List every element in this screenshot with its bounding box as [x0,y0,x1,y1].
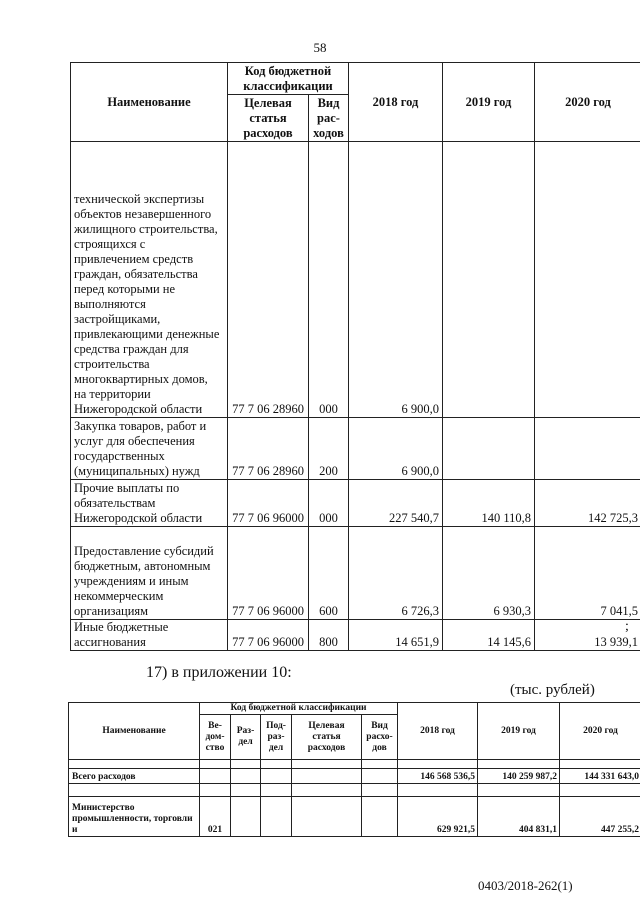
table-row [71,480,640,527]
header-2018: 2018 год [398,703,478,760]
row-department: 021 [200,797,231,837]
page-number: 58 [313,40,327,55]
header-name: Наименование [71,63,228,142]
table-row [71,418,640,480]
header-2019: 2019 год [478,703,560,760]
row-name: Прочие выплаты по обязательствам Нижегородской области [71,480,228,527]
header-expense-type: Вид расхо-дов [362,715,398,760]
header-2020: 2020 год [535,63,640,142]
row-2020 [535,142,640,418]
row-department [200,769,231,784]
row-name: Закупка товаров, работ и услуг для обеспечения государственных (муниципальных) нужд [71,418,228,480]
header-subsection: Под-раз-дел [261,715,292,760]
header-code-group: Код бюджетной классификации [200,703,398,715]
row-2018: 14 651,9 [349,620,443,651]
row-subsection [261,769,292,784]
header-target-article: Целевая статья расходов [228,95,309,142]
row-2018: 6 900,0 [349,142,443,418]
row-type: 000 [309,142,349,418]
row-name: Министерство промышленности, торговли и [69,797,200,837]
row-section [231,797,261,837]
document-code: 0403/2018-262(1) [478,878,573,893]
row-type: 800 [309,620,349,651]
row-2020: 447 255,2 [560,797,640,837]
row-type: 000 [309,480,349,527]
row-2020: 144 331 643,0 [560,769,640,784]
header-2020: 2020 год [560,703,640,760]
row-2020: 7 041,5 [535,527,640,620]
budget-table-appendix [70,62,640,651]
header-2018: 2018 год [349,63,443,142]
row-2020: 13 939,1 [535,620,640,651]
row-target: 77 7 06 96000 [228,527,309,620]
row-name: технической экспертизы объектов незавершенного жилищного строительства, строящихся с привлечением средств граждан, обязательства перед которыми не выполняются застройщиками, привлекающими денежные средства граждан для строительства многоквартирных домов, на территории Нижегородской области [71,142,228,418]
table-row [69,797,640,837]
row-target: 77 7 06 28960 [228,142,309,418]
row-2018: 6 726,3 [349,527,443,620]
row-type [362,769,398,784]
row-2019 [443,418,535,480]
header-expense-type: Вид рас-ходов [309,95,349,142]
row-2018: 629 921,5 [398,797,478,837]
row-target: 77 7 06 96000 [228,620,309,651]
row-2018: 146 568 536,5 [398,769,478,784]
row-2019: 140 259 987,2 [478,769,560,784]
row-subsection [261,797,292,837]
row-2020 [535,418,640,480]
row-2018: 227 540,7 [349,480,443,527]
header-2019: 2019 год [443,63,535,142]
table-row [71,142,640,418]
row-2018: 6 900,0 [349,418,443,480]
header-department: Ве-дом-ство [200,715,231,760]
row-section [231,769,261,784]
row-target: 77 7 06 96000 [228,480,309,527]
row-name: Предоставление субсидий бюджетным, автономным учреждениям и иным некоммерческим организациям [71,527,228,620]
header-code-group: Код бюджетной классификации [228,63,349,95]
table-row [71,620,640,651]
row-2020: 142 725,3 [535,480,640,527]
row-name: Всего расходов [69,769,200,784]
row-2019: 6 930,3 [443,527,535,620]
row-target [292,797,362,837]
row-type [362,797,398,837]
table-row [69,769,640,784]
units-label: (тыс. рублей) [510,682,595,698]
trailing-semicolon: ; [625,619,629,634]
row-type: 600 [309,527,349,620]
row-2019: 404 831,1 [478,797,560,837]
header-section: Раз-дел [231,715,261,760]
paragraph-heading: 17) в приложении 10: [146,664,292,681]
row-2019: 14 145,6 [443,620,535,651]
row-2019 [443,142,535,418]
header-target-article: Целевая статья расходов [292,715,362,760]
row-type: 200 [309,418,349,480]
row-target: 77 7 06 28960 [228,418,309,480]
row-target [292,769,362,784]
row-name: Иные бюджетные ассигнования [71,620,228,651]
header-name: Наименование [69,703,200,760]
table-row [71,527,640,620]
row-2019: 140 110,8 [443,480,535,527]
budget-table-appendix-10 [68,702,640,837]
